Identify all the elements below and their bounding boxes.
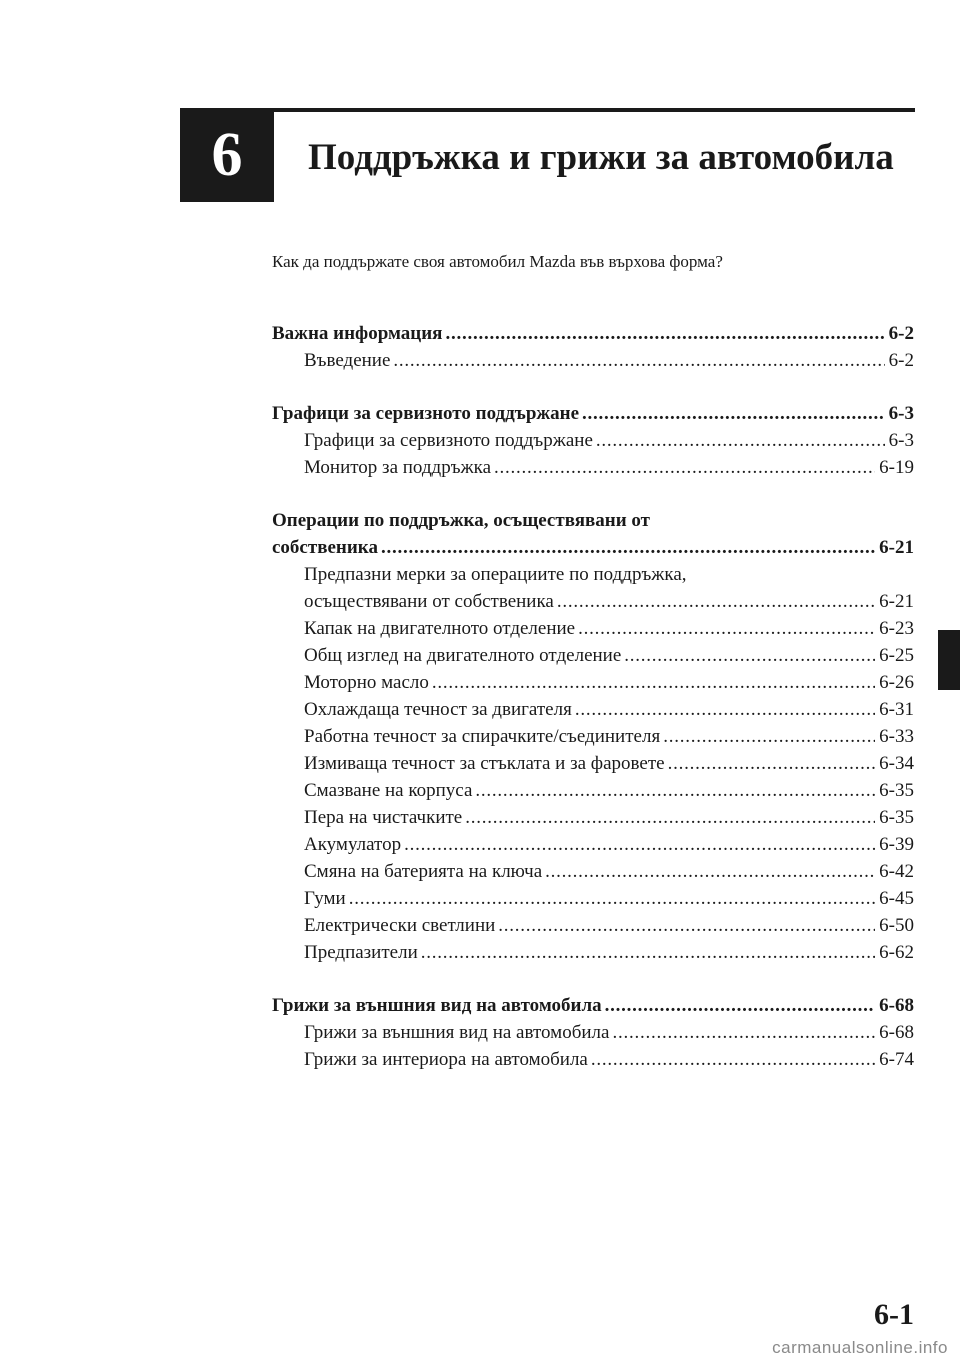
toc-leader	[432, 669, 875, 696]
toc-item[interactable]	[272, 588, 914, 615]
toc-heading[interactable]	[272, 992, 914, 1019]
toc-item-label: Електрически светлини	[304, 915, 496, 936]
toc-item[interactable]	[272, 912, 914, 939]
toc-item-page: 6-19	[879, 457, 914, 478]
toc-leader	[663, 723, 875, 750]
toc-item[interactable]	[272, 939, 914, 966]
toc-heading-line1[interactable]	[272, 507, 914, 534]
toc-item-page: 6-74	[879, 1049, 914, 1070]
chapter-subtitle: Как да поддържате своя автомобил Mazda във върхова форма?	[272, 252, 723, 271]
toc-item[interactable]	[272, 804, 914, 831]
toc-item-page: 6-21	[879, 591, 914, 612]
toc-item-label: Акумулатор	[304, 834, 402, 855]
toc-leader	[494, 454, 875, 481]
toc-leader	[591, 1046, 875, 1073]
toc-leader	[557, 588, 875, 615]
chapter-number: 6	[211, 121, 243, 189]
toc-heading-label: Графици за сервизното поддържане	[272, 403, 580, 424]
toc-item[interactable]	[272, 885, 914, 912]
toc-leader	[498, 912, 875, 939]
toc-item[interactable]	[272, 669, 914, 696]
toc-item-label: Общ изглед на двигателното отделение	[304, 645, 622, 666]
toc-heading-page: 6-21	[879, 537, 914, 558]
toc-item[interactable]	[272, 831, 914, 858]
toc-item[interactable]	[272, 642, 914, 669]
chapter-title: Поддръжка и грижи за автомобила	[308, 137, 894, 178]
toc-item-page: 6-45	[879, 888, 914, 909]
toc-item-page: 6-34	[879, 753, 914, 774]
toc-section-service-schedules	[272, 400, 914, 481]
toc-heading-label: Грижи за външния вид на автомобила	[272, 995, 602, 1016]
toc-item-label: Грижи за външния вид на автомобила	[304, 1022, 610, 1043]
toc-heading[interactable]	[272, 534, 914, 561]
toc-item-label: Смяна на батерията на ключа	[304, 861, 543, 882]
toc-leader	[605, 992, 876, 1019]
toc-item-label: Измиваща течност за стъклата и за фаровете	[304, 753, 665, 774]
toc-leader	[393, 347, 884, 374]
toc-leader	[404, 831, 875, 858]
toc-item-label: Графици за сервизното поддържане	[304, 430, 593, 451]
toc-heading-label-line1: Операции по поддръжка, осъществявани от	[272, 510, 650, 531]
toc-heading-page: 6-2	[888, 323, 914, 344]
toc-leader	[349, 885, 875, 912]
toc-leader	[465, 804, 875, 831]
toc-item-page: 6-2	[888, 350, 914, 371]
toc-item[interactable]	[272, 723, 914, 750]
chapter-top-rule	[180, 108, 915, 112]
toc-heading[interactable]	[272, 320, 914, 347]
chapter-thumb-tab	[938, 630, 960, 690]
toc-item-page: 6-33	[879, 726, 914, 747]
toc-leader	[575, 696, 875, 723]
toc-item-label: Моторно масло	[304, 672, 429, 693]
toc-item[interactable]	[272, 1019, 914, 1046]
toc-item-label: Въведение	[304, 350, 391, 371]
toc-leader	[612, 1019, 875, 1046]
toc-heading-label: собственика	[272, 537, 378, 558]
toc-leader	[582, 400, 885, 427]
toc-item-page: 6-62	[879, 942, 914, 963]
toc-item[interactable]	[272, 615, 914, 642]
toc-item-label: Грижи за интериора на автомобила	[304, 1049, 588, 1070]
toc-item-page: 6-35	[879, 807, 914, 828]
toc-item-line1[interactable]	[272, 561, 914, 588]
toc-item[interactable]	[272, 427, 914, 454]
toc-item-label: Охлаждаща течност за двигателя	[304, 699, 572, 720]
toc-section-exterior-care	[272, 992, 914, 1073]
toc-leader	[545, 858, 875, 885]
toc-leader	[596, 427, 885, 454]
toc-heading-page: 6-3	[888, 403, 914, 424]
toc-item-page: 6-26	[879, 672, 914, 693]
toc-item-page: 6-42	[879, 861, 914, 882]
toc-item-label: осъществявани от собственика	[304, 591, 554, 612]
toc-section-important-info	[272, 320, 914, 374]
toc-item-label: Пера на чистачките	[304, 807, 463, 828]
toc-item[interactable]	[272, 454, 914, 481]
toc-item-page: 6-35	[879, 780, 914, 801]
page-number: 6-1	[874, 1298, 914, 1331]
toc-item-page: 6-68	[879, 1022, 914, 1043]
toc-item-label-line1: Предпазни мерки за операциите по поддръжка,	[304, 564, 687, 585]
toc-heading[interactable]	[272, 400, 914, 427]
toc-item[interactable]	[272, 777, 914, 804]
toc-item-page: 6-3	[888, 430, 914, 451]
toc-item-label: Смазване на корпуса	[304, 780, 473, 801]
chapter-number-box	[180, 108, 274, 202]
toc-leader	[475, 777, 875, 804]
toc-item-page: 6-31	[879, 699, 914, 720]
toc-leader	[445, 320, 884, 347]
toc-item-label: Монитор за поддръжка	[304, 457, 492, 478]
toc-item-page: 6-39	[879, 834, 914, 855]
toc-item-page: 6-50	[879, 915, 914, 936]
toc-leader	[578, 615, 875, 642]
toc-item[interactable]	[272, 858, 914, 885]
toc-leader	[421, 939, 875, 966]
toc-item-label: Предпазители	[304, 942, 418, 963]
toc-item-label: Капак на двигателното отделение	[304, 618, 576, 639]
watermark: carmanualsonline.info	[772, 1338, 948, 1357]
toc-item-page: 6-25	[879, 645, 914, 666]
toc-leader	[624, 642, 875, 669]
toc-leader	[381, 534, 875, 561]
toc-item[interactable]	[272, 750, 914, 777]
toc-item[interactable]	[272, 696, 914, 723]
toc-heading-page: 6-68	[879, 995, 914, 1016]
toc-leader	[668, 750, 876, 777]
toc-section-owner-maintenance	[272, 507, 914, 966]
toc-heading-label: Важна информация	[272, 323, 443, 344]
toc-item-label: Гуми	[304, 888, 346, 909]
toc-item[interactable]	[272, 1046, 914, 1073]
table-of-contents	[272, 320, 914, 1099]
toc-item-page: 6-23	[879, 618, 914, 639]
toc-item[interactable]	[272, 347, 914, 374]
toc-item-label: Работна течност за спирачките/съединителя	[304, 726, 661, 747]
